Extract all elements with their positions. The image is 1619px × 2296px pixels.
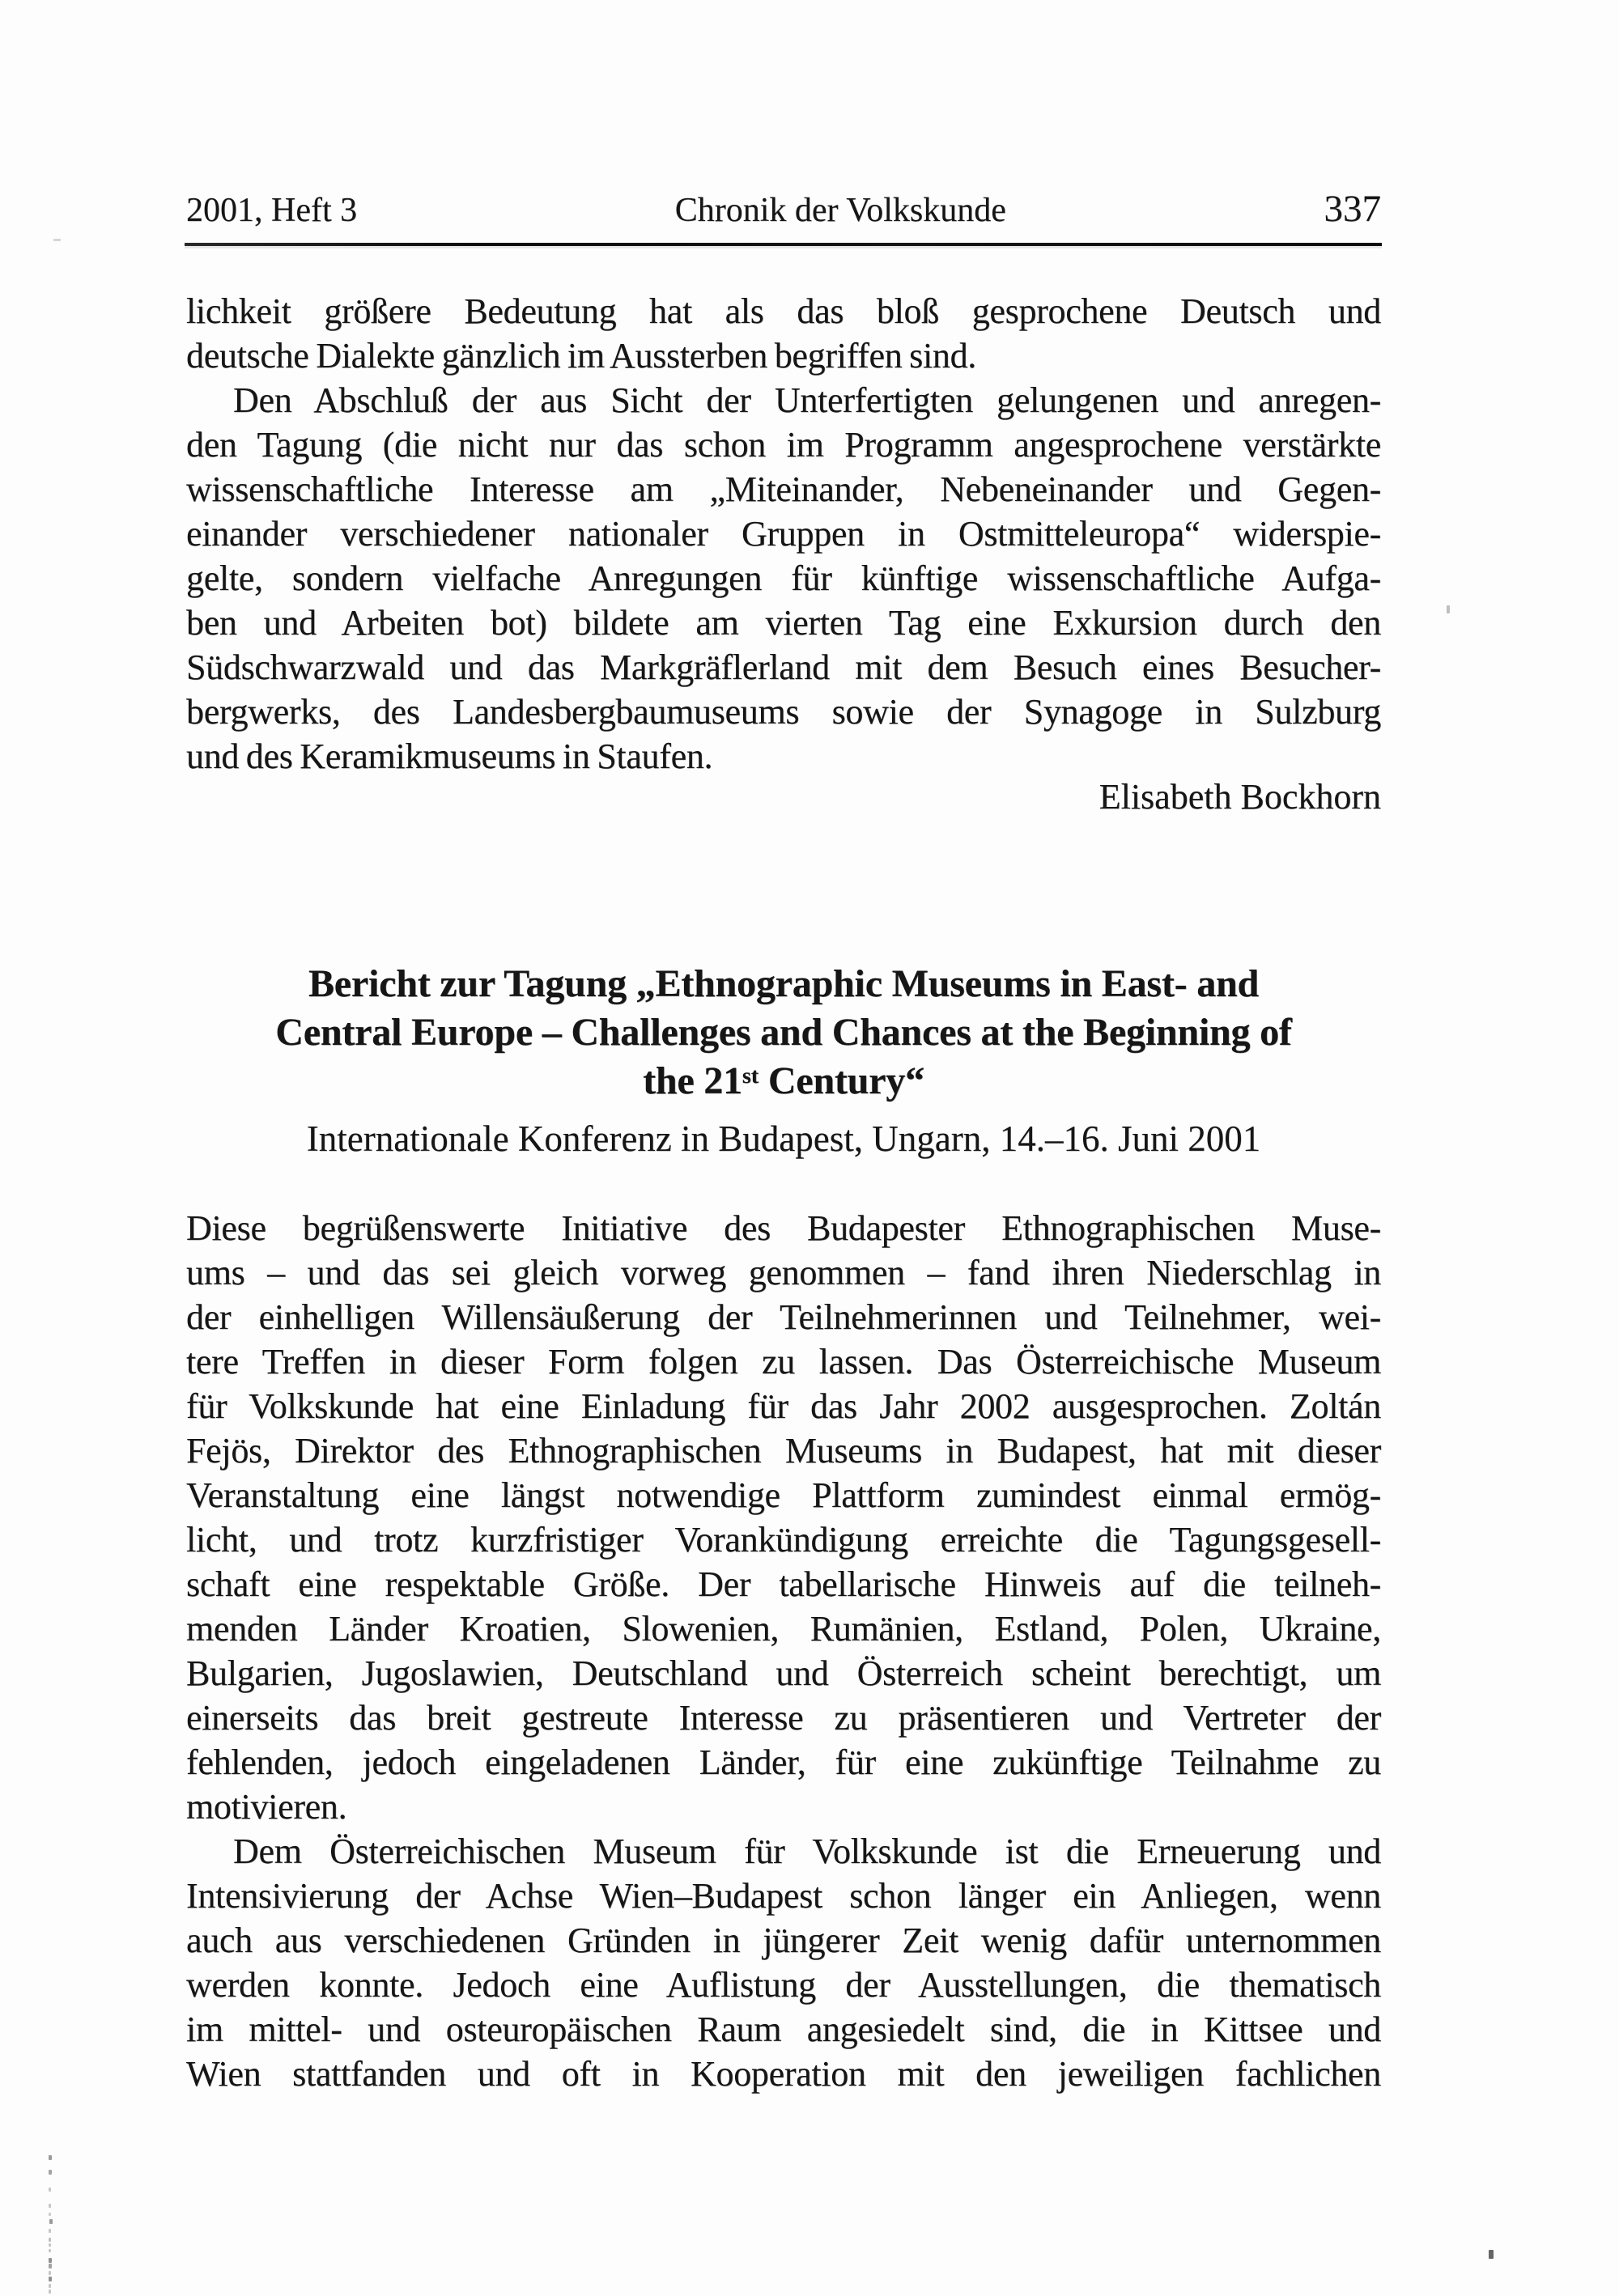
text-line: licht, und trotz kurzfristiger Vorankündigung erreichte die Tagungsgesell- xyxy=(186,1520,1381,1560)
header-journal-title: Chronik der Volkskunde xyxy=(674,192,1006,229)
text-line: deutsche Dialekte gänzlich im Aussterben begriffen sind. xyxy=(186,336,976,376)
header-issue: 2001, Heft 3 xyxy=(186,192,358,229)
text-line: der einhelligen Willensäußerung der Teilnehmerinnen und Teilnehmer, wei- xyxy=(186,1297,1381,1337)
text-line: und des Keramikmuseums in Staufen. xyxy=(186,736,713,776)
text-line: schaft eine respektable Größe. Der tabellarische Hinweis auf die teilneh- xyxy=(186,1564,1381,1604)
scan-speck xyxy=(49,2238,51,2242)
scan-speck xyxy=(49,2249,51,2252)
scan-speck xyxy=(49,2155,52,2160)
text-line: einerseits das breit gestreute Interesse zu präsentieren und Vertreter der xyxy=(186,1698,1381,1738)
title-line: Central Europe – Challenges and Chances at the Beginning of xyxy=(275,1011,1292,1054)
text-line: einander verschiedener nationaler Gruppen in Ostmitteleuropa“ widerspie- xyxy=(186,514,1381,554)
scan-speck xyxy=(49,2258,52,2263)
text-line: den Tagung (die nicht nur das schon im Programm angesprochene verstärkte xyxy=(186,425,1381,465)
report-article-body xyxy=(186,1206,1381,2096)
text-line: Den Abschluß der aus Sicht der Unterfertigten gelungenen und anregen- xyxy=(233,380,1381,420)
text-line: gelte, sondern vielfache Anregungen für künftige wissenschaftliche Aufga- xyxy=(186,558,1381,598)
text-line: werden konnte. Jedoch eine Auflistung der Ausstellungen, die thematisch xyxy=(186,1965,1381,2005)
text-line: ben und Arbeiten bot) bildete am vierten Tag eine Exkursion durch den xyxy=(186,603,1381,643)
scan-speck xyxy=(1489,2250,1494,2259)
header-rule xyxy=(185,243,1382,246)
scan-speck xyxy=(49,2284,51,2288)
text-line: bergwerks, des Landesbergbaumuseums sowie der Synagoge in Sulzburg xyxy=(186,692,1381,732)
scan-speck xyxy=(53,239,61,241)
ordinal-superscript: st xyxy=(742,1063,759,1089)
text-line: Veranstaltung eine längst notwendige Plattform zumindest einmal ermög- xyxy=(186,1475,1381,1515)
scan-speck xyxy=(49,2290,51,2294)
title-line: the 21st Century“ xyxy=(643,1059,924,1102)
text-line: Diese begrüßenswerte Initiative des Budapester Ethnographischen Muse- xyxy=(186,1208,1381,1248)
scan-speck xyxy=(49,2264,52,2268)
report-title xyxy=(186,960,1381,1111)
text-line: auch aus verschiedenen Gründen in jüngerer Zeit wenig dafür unternommen xyxy=(186,1920,1381,1960)
text-line: motivieren. xyxy=(186,1787,347,1827)
scan-speck xyxy=(49,2243,51,2247)
paragraph xyxy=(186,1206,1381,1829)
text-line: fehlenden, jedoch eingeladenen Länder, für eine zukünftige Teilnahme zu xyxy=(186,1742,1381,1782)
running-header xyxy=(186,189,1381,230)
scan-speck xyxy=(1447,605,1450,613)
text-line: Dem Österreichischen Museum für Volkskunde ist die Erneuerung und xyxy=(233,1831,1381,1871)
text-line: lichkeit größere Bedeutung hat als das bloß gesprochene Deutsch und xyxy=(186,291,1381,331)
paragraph xyxy=(186,1829,1381,2096)
text-line: tere Treffen in dieser Form folgen zu lassen. Das Österreichische Museum xyxy=(186,1342,1381,1381)
closing-article-body xyxy=(186,289,1381,779)
text-line: Wien stattfanden und oft in Kooperation mit den jeweiligen fachlichen xyxy=(186,2054,1381,2094)
text-line: wissenschaftliche Interesse am „Miteinander, Nebeneinander und Gegen- xyxy=(186,469,1381,509)
scan-speck xyxy=(49,2170,52,2175)
header-page-number: 337 xyxy=(1324,188,1381,230)
scan-speck xyxy=(49,2188,51,2192)
text-line: Südschwarzwald und das Markgräflerland mit dem Besuch eines Besucher- xyxy=(186,647,1381,687)
paragraph xyxy=(186,289,1381,378)
text-line: Bulgarien, Jugoslawien, Deutschland und Österreich scheint berechtigt, um xyxy=(186,1653,1381,1693)
paragraph xyxy=(186,378,1381,779)
text-line: Intensivierung der Achse Wien–Budapest schon länger ein Anliegen, wenn xyxy=(186,1876,1381,1916)
text-line: menden Länder Kroatien, Slowenien, Rumänien, Estland, Polen, Ukraine, xyxy=(186,1609,1381,1649)
text-line: für Volkskunde hat eine Einladung für das Jahr 2002 ausgesprochen. Zoltán xyxy=(186,1386,1381,1426)
scan-speck xyxy=(49,2277,52,2281)
scan-speck xyxy=(49,2229,51,2233)
title-line: Bericht zur Tagung „Ethnographic Museums in East- and xyxy=(308,962,1260,1005)
text-line: ums – und das sei gleich vorweg genommen – fand ihren Niederschlag in xyxy=(186,1253,1381,1292)
report-subtitle: Internationale Konferenz in Budapest, Ungarn, 14.–16. Juni 2001 xyxy=(306,1118,1261,1159)
scan-speck xyxy=(49,2219,53,2224)
text-line: im mittel- und osteuropäischen Raum angesiedelt sind, die in Kittsee und xyxy=(186,2010,1381,2049)
scan-speck xyxy=(49,2271,51,2275)
scan-speck xyxy=(49,2204,51,2208)
scan-speck xyxy=(49,2213,51,2216)
text-line: Fejös, Direktor des Ethnographischen Museums in Budapest, hat mit dieser xyxy=(186,1431,1381,1471)
author-signature: Elisabeth Bockhorn xyxy=(1098,777,1381,817)
